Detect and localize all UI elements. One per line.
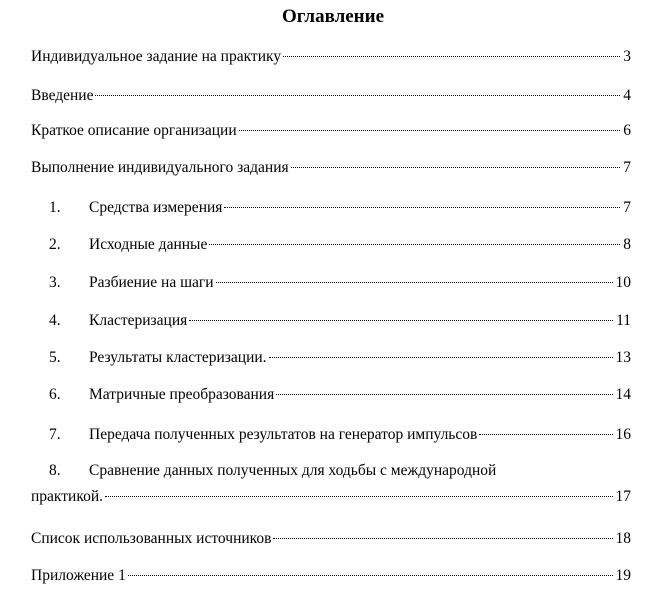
toc-page-number: 4 xyxy=(623,87,631,104)
dot-leader xyxy=(291,167,621,168)
toc-entry-text: Разбиение на шаги xyxy=(89,274,214,291)
toc-entry-number: 1. xyxy=(49,199,61,216)
toc-entry-number: 7. xyxy=(49,426,61,443)
toc-entry-text: Выполнение индивидуального задания xyxy=(31,159,289,176)
toc-entry-text: Передача полученных результатов на генератор импульсов xyxy=(89,426,478,443)
dot-leader xyxy=(479,434,612,435)
toc-subentry-3[interactable] xyxy=(49,274,631,292)
dot-leader xyxy=(273,538,612,539)
toc-entry-number: 6. xyxy=(49,386,61,403)
toc-entry-number: 2. xyxy=(49,236,61,253)
toc-entry-individual-task[interactable] xyxy=(31,48,631,66)
toc-subentry-6[interactable] xyxy=(49,386,631,404)
toc-entry-task-execution[interactable] xyxy=(31,159,631,177)
toc-entry-number: 4. xyxy=(49,312,61,329)
toc-page-number: 3 xyxy=(623,48,631,65)
dot-leader xyxy=(283,56,620,57)
toc-page-number: 8 xyxy=(623,236,631,253)
toc-entry-number: 5. xyxy=(49,349,61,366)
toc-page-number: 14 xyxy=(615,386,631,403)
toc-entry-text: Матричные преобразования xyxy=(89,386,275,403)
dot-leader xyxy=(105,496,613,497)
dot-leader xyxy=(209,244,620,245)
toc-page-number: 19 xyxy=(615,567,631,584)
toc-subentry-1[interactable] xyxy=(49,199,631,217)
toc-entry-organization[interactable] xyxy=(31,122,631,140)
toc-entry-text: Список использованных источников xyxy=(31,530,272,547)
toc-page-number: 7 xyxy=(623,159,631,176)
toc-entry-introduction[interactable] xyxy=(31,87,631,105)
dot-leader xyxy=(269,357,613,358)
toc-entry-text: Введение xyxy=(31,87,94,104)
toc-subentry-8[interactable] xyxy=(31,462,631,506)
toc-page-number: 6 xyxy=(623,122,631,139)
toc-title: Оглавление xyxy=(281,6,385,27)
dot-leader xyxy=(95,95,620,96)
toc-entry-number: 3. xyxy=(49,274,61,291)
toc-page-number: 17 xyxy=(615,488,631,505)
toc-subentry-7[interactable] xyxy=(49,426,631,444)
toc-page-number: 7 xyxy=(623,199,631,216)
toc-entry-text: Исходные данные xyxy=(89,236,208,253)
toc-entry-references[interactable] xyxy=(31,530,631,548)
toc-page-number: 18 xyxy=(615,530,631,547)
dot-leader xyxy=(224,207,620,208)
toc-entry-text: Кластеризация xyxy=(89,312,188,329)
toc-entry-number: 8. xyxy=(49,462,61,479)
toc-subentry-5[interactable] xyxy=(49,349,631,367)
toc-entry-text: Краткое описание организации xyxy=(31,122,237,139)
toc-entry-text: Индивидуальное задание на практику xyxy=(31,48,282,65)
toc-entry-text: Сравнение данных полученных для ходьбы с международной xyxy=(89,462,497,479)
toc-page-number: 11 xyxy=(616,312,631,329)
toc-entry-appendix-1[interactable] xyxy=(31,567,631,585)
toc-subentry-2[interactable] xyxy=(49,236,631,254)
toc-subentry-4[interactable] xyxy=(49,312,631,330)
toc-page-number: 13 xyxy=(615,349,631,366)
toc-entry-text: Приложение 1 xyxy=(31,567,126,584)
toc-entry-text-continued: практикой. xyxy=(31,488,103,505)
toc-page-number: 10 xyxy=(615,274,631,291)
dot-leader xyxy=(276,394,612,395)
dot-leader xyxy=(189,320,613,321)
dot-leader xyxy=(128,575,613,576)
toc-page-number: 16 xyxy=(615,426,631,443)
dot-leader xyxy=(239,130,621,131)
dot-leader xyxy=(216,282,613,283)
toc-entry-text: Результаты кластеризации. xyxy=(89,349,267,366)
toc-entry-text: Средства измерения xyxy=(89,199,223,216)
